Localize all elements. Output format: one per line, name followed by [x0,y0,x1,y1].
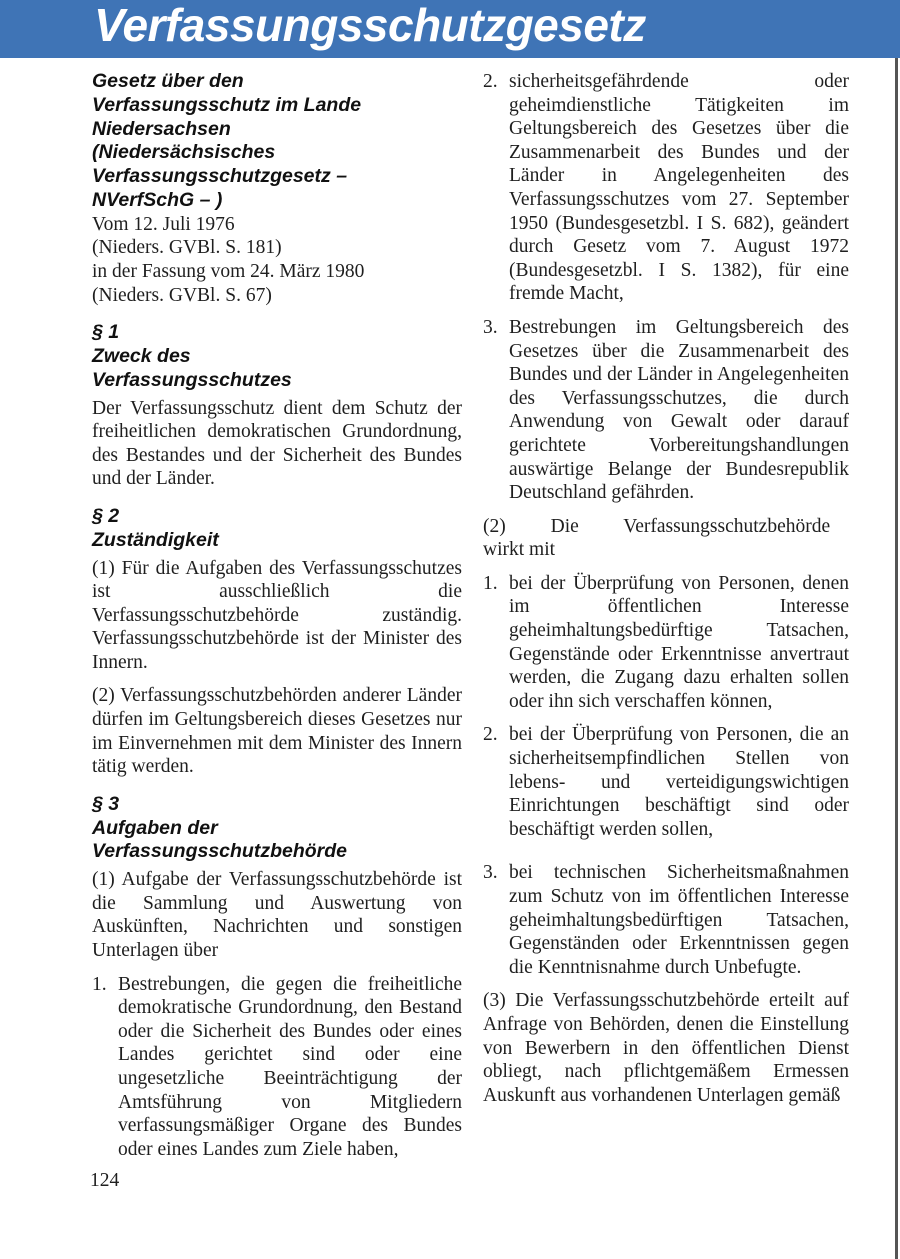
law-date-line: Vom 12. Juli 1976 [92,213,235,235]
law-date-line: (Nieders. GVBl. S. 67) [92,284,272,306]
section-title-line: Verfassungsschutzes [92,368,292,391]
list-item [92,973,462,1162]
list-item [483,316,849,505]
section-2 [92,505,462,779]
list-item [483,572,849,714]
list-item-number: 1. [483,572,498,594]
section-title-line: Verfassungsschutzbehörde [92,840,348,863]
law-title-line: NVerfSchG – ) [92,188,223,211]
law-title [92,70,462,213]
law-date-line: in der Fassung vom 24. März 1980 [92,260,365,282]
law-title-block [92,70,462,307]
law-title-line: Niedersachsen [92,117,231,140]
list-item-number: 3. [483,316,498,338]
list-item-number: 2. [483,724,498,746]
section-3-paragraph-2 [483,515,849,562]
section-title-line: Zuständigkeit [92,528,219,551]
section-2-heading [92,505,462,553]
law-title-line: Verfassungsschutz im Lande [92,93,362,116]
section-3-heading [92,793,462,864]
law-title-line: (Niedersächsisches [92,141,276,164]
list-item-number: 3. [483,862,498,884]
list-item-text: bei technischen Sicherheitsmaßnahmen zum Schutz von im öffentlichen Interesse geheimhaltungsbedürftigen Tatsachen, Gegenständen oder Erkenntnissen gegen die Kenntnisnahme durch Unbefugte. [509,862,849,978]
list-item [483,861,849,979]
law-date-line: (Nieders. GVBl. S. 181) [92,237,282,259]
list-item-text: Bestrebungen, die gegen die freiheitliche demokratische Grundordnung, den Bestand oder die Sicherheit des Bundes oder eines Landes gerichtet sind oder eine ungesetzliche Beeinträchtigung der Amtsführung von Mitgliedern verfassungsmäßiger Organe des Bundes oder eines Landes zum Ziele haben, [118,973,462,1160]
list-item-number: 2. [483,71,498,92]
law-title-line: Verfassungsschutzgesetz – [92,165,348,188]
section-2-paragraph-1: (1) Für die Aufgaben des Verfassungsschutzes ist ausschließlich die Verfassungsschutzbehörde zuständig. Verfassungsschutzbehörde ist der Minister des Innern. [92,557,462,673]
paragraph-line: (2) Die Verfassungsschutzbehörde [483,515,831,537]
header-banner [0,0,900,58]
section-1-heading [92,321,462,392]
list-item [483,70,849,306]
right-column [483,70,849,1117]
page-number: 124 [90,1170,120,1191]
section-number: § 2 [92,504,120,527]
page-edge-rule [895,58,898,1259]
paragraph-line: wirkt mit [483,539,556,561]
section-3-paragraph-1: (1) Aufgabe der Verfassungsschutzbehörde ist die Sammlung und Auswertung von Auskünften, Nachrichten und sonstigen Unterlagen über [92,869,462,962]
section-1-text: Der Verfassungsschutz dient dem Schutz der freiheitlichen demokratischen Grundordnung, des Bestandes und der Sicherheit des Bundes und der Länder. [92,397,462,490]
section-number: § 1 [92,321,120,344]
law-title-line: Gesetz über den [92,70,244,92]
list-item-text: sicherheitsgefährdende oder geheimdienstliche Tätigkeiten im Geltungsbereich des Gesetzes über die Zusammenarbeit des Bundes und der Länder in Angelegenheiten des Verfassungsschutzes vom 27. September 1950 (Bundesgesetzbl. I S. 682), geändert durch Gesetz vom 7. August 1972 (Bundesgesetzbl. I S. 1382), für eine fremde Macht, [509,71,849,305]
section-3-paragraph-3: (3) Die Verfassungsschutzbehörde erteilt auf Anfrage von Behörden, denen die Einstellung von Bewerbern in den öffentlichen Dienst obliegt, nach pflichtgemäßem Ermessen Auskunft aus vorhandenen Unterlagen gemäß [483,990,849,1106]
section-1 [92,321,462,491]
page-header-title: Verfassungsschutzgesetz [94,0,646,51]
list-item-text: Bestrebungen im Geltungsbereich des Gesetzes über die Zusammenarbeit des Bundes und der Länder in Angelegenheiten des Verfassungsschutzes, die durch Anwendung von Gewalt oder darauf gerichtete Vorbereitungshandlungen auswärtige Belange der Bundesrepublik Deutschland gefährden. [509,316,849,504]
section-2-paragraph-2: (2) Verfassungsschutzbehörden anderer Länder dürfen im Geltungsbereich dieses Gesetzes nur im Einvernehmen mit dem Minister des Innern tätig werden. [92,685,462,778]
list-item-text: bei der Überprüfung von Personen, denen im öffentlichen Interesse geheimhaltungsbedürftige Tatsachen, Gegenstände oder Erkenntnisse anvertraut werden, die Zugang dazu erhalten sollen oder ihn sich verschaffen können, [509,572,849,712]
left-column [92,70,462,1171]
section-number: § 3 [92,792,120,815]
section-title-line: Zweck des [92,344,191,367]
section-3 [92,793,462,1162]
list-item-text: bei der Überprüfung von Personen, die an sicherheitsempfindlichen Stellen von lebens- und verteidigungswichtigen Einrichtungen beschäftigt sind oder beschäftigt werden sollen, [509,724,849,840]
list-item-number: 1. [92,973,107,995]
section-title-line: Aufgaben der [92,816,218,839]
list-item [483,723,849,841]
law-date-block [92,213,462,307]
